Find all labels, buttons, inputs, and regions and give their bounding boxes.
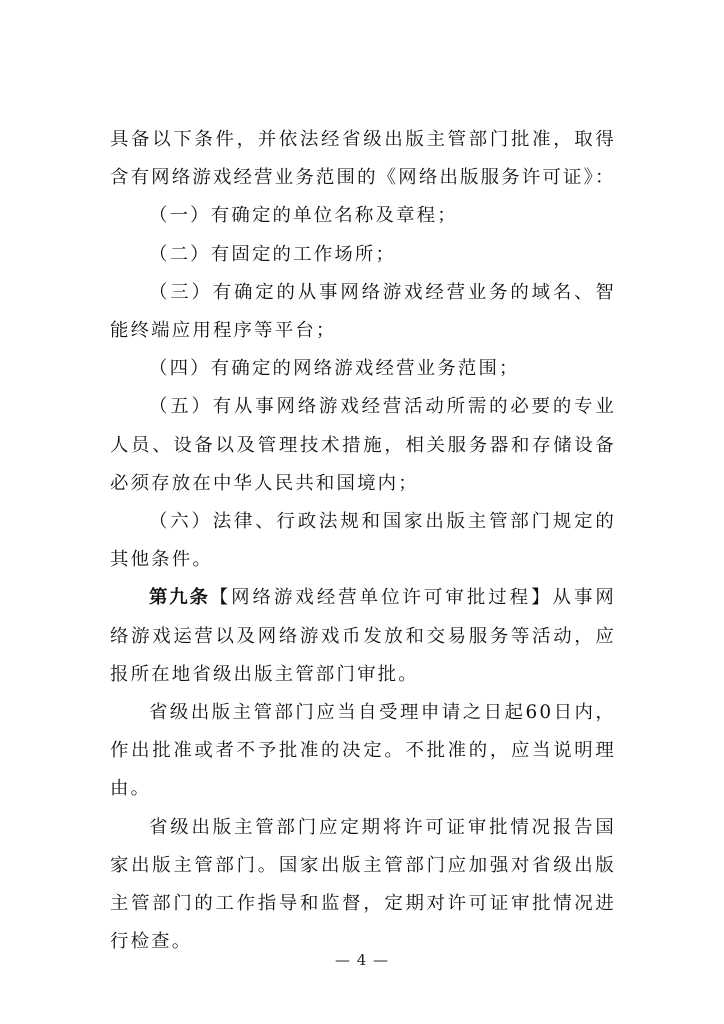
paragraph-condition-3: （三）有确定的从事网络游戏经营业务的域名、智能终端应用程序等平台； (110, 281, 616, 342)
article-9-text: 从事网络游戏运营以及网络游戏币发放和交易服务等活动，应报所在地省级出版主管部门审批。 (110, 587, 616, 685)
article-9-number: 第九条 (149, 587, 210, 609)
document-body (110, 121, 616, 961)
paragraph-reporting: 省级出版主管部门应定期将许可证审批情况报告国家出版主管部门。国家出版主管部门应加强对省级出版主管部门的工作指导和监督，定期对许可证审批情况进行检查。 (110, 816, 616, 953)
paragraph-conditions-intro: 具备以下条件，并依法经省级出版主管部门批准，取得含有网络游戏经营业务范围的《网络出版服务许可证》： (110, 129, 616, 189)
paragraph-condition-6: （六）法律、行政法规和国家出版主管部门规定的其他条件。 (110, 511, 616, 571)
paragraph-article-9 (110, 579, 616, 694)
paragraph-approval-deadline: 省级出版主管部门应当自受理申请之日起60日内，作出批准或者不予批准的决定。不批准的，应当说明理由。 (110, 702, 616, 800)
paragraph-condition-1: （一）有确定的单位名称及章程； (149, 205, 458, 227)
paragraph-condition-4: （四）有确定的网络游戏经营业务范围； (149, 358, 520, 380)
paragraph-condition-2: （二）有固定的工作场所； (149, 243, 397, 265)
page-number: — 4 — (334, 951, 390, 969)
article-9-heading: 【网络游戏经营单位许可审批过程】 (209, 587, 553, 609)
paragraph-condition-5: （五）有从事网络游戏经营活动所需的必要的专业人员、设备以及管理技术措施，相关服务器和存储设备必须存放在中华人民共和国境内； (110, 396, 616, 494)
